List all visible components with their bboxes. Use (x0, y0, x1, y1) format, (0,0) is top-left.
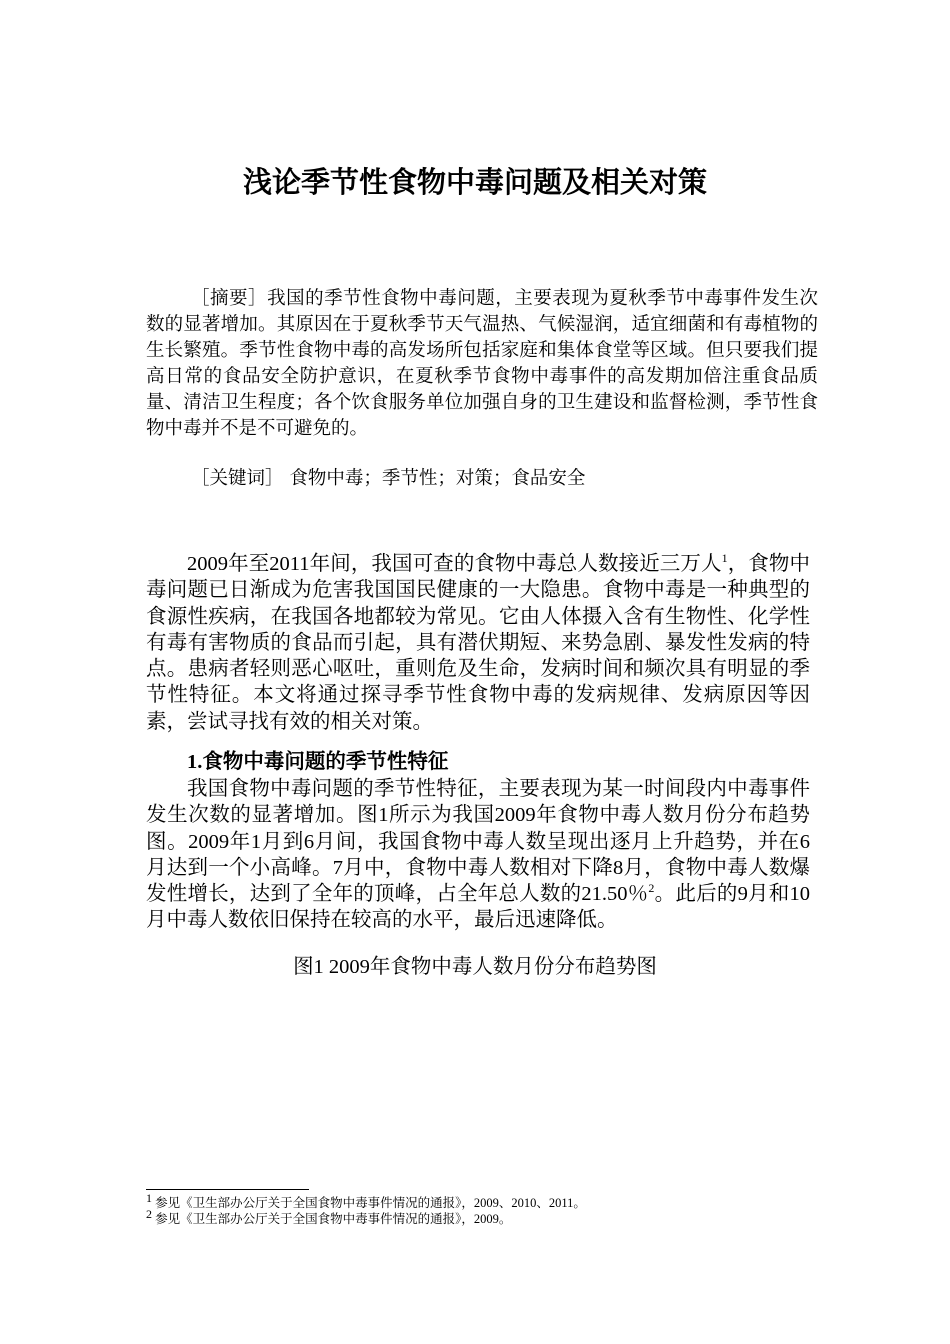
intro-paragraph (146, 551, 810, 735)
footnote-text: 参见《卫生部办公厅关于全国食物中毒事件情况的通报》，2009。 (155, 1212, 512, 1226)
figure-caption: 图1 2009年食物中毒人数月份分布趋势图 (293, 956, 657, 978)
section-text-1: 我国食物中毒问题的季节性特征，主要表现为某一时间段内中毒事件发生次数的显著增加。图1所示为我国2009年食物中毒人数月份分布趋势图。2009年1月到6月间，我国食物中毒人数呈现出逐月上升趋势，并在6月达到一个小高峰。7月中，食物中毒人数相对下降8月，食物中毒人数爆发性增长，达到了全年的顶峰，占全年总人数的21.50％ (146, 778, 810, 906)
intro-text-2: ，食物中毒问题已日渐成为危害我国国民健康的一大隐患。食物中毒是一种典型的食源性疾病，在我国各地都较为常见。它由人体摄入含有生物性、化学性有毒有害物质的食品而引起，具有潜伏期短、来势急剧、暴发性发病的特点。患病者轻则恶心呕吐，重则危及生命，发病时间和频次具有明显的季节性特征。本文将通过探寻季节性食物中毒的发病规律、发病原因等因素，尝试寻找有效的相关对策。 (146, 553, 811, 733)
keywords-paragraph (146, 466, 818, 492)
footnote-marker: 2 (146, 1206, 152, 1221)
footnote-2 (146, 1206, 512, 1227)
intro-text-1: 2009年至2011年间，我国可查的食物中毒总人数接近三万人 (187, 553, 722, 575)
footnote-text: 参见《卫生部办公厅关于全国食物中毒事件情况的通报》，2009、2010、2011。 (155, 1196, 586, 1210)
document-title: 浅论季节性食物中毒问题及相关对策 (242, 165, 707, 199)
abstract-paragraph (146, 286, 818, 442)
footnote-marker: 1 (146, 1190, 152, 1205)
footnote-1 (146, 1190, 586, 1211)
footnote-ref-2: 2 (648, 881, 655, 896)
section-heading: 1.食物中毒问题的季节性特征 (187, 751, 449, 773)
footnote-ref-1: 1 (721, 551, 728, 566)
section-text-2: 。此后的9月和10月中毒人数依旧保持在较高的水平，最后迅速降低。 (146, 883, 811, 932)
footnote-divider (146, 1189, 309, 1190)
abstract-label: ［摘要］ (191, 288, 268, 309)
section-paragraph (146, 776, 810, 934)
keywords-text: 食物中毒；季节性；对策；食品安全 (289, 468, 586, 489)
abstract-text: 我国的季节性食物中毒问题，主要表现为夏秋季节中毒事件发生次数的显著增加。其原因在于夏秋季节天气温热、气候湿润，适宜细菌和有毒植物的生长繁殖。季节性食物中毒的高发场所包括家庭和集体食堂等区域。但只要我们提高日常的食品安全防护意识，在夏秋季节食物中毒事件的高发期加倍注重食品质量、清洁卫生程度；各个饮食服务单位加强自身的卫生建设和监督检测，季节性食物中毒并不是不可避免的。 (146, 288, 818, 439)
keywords-label: ［关键词］ (191, 468, 284, 489)
